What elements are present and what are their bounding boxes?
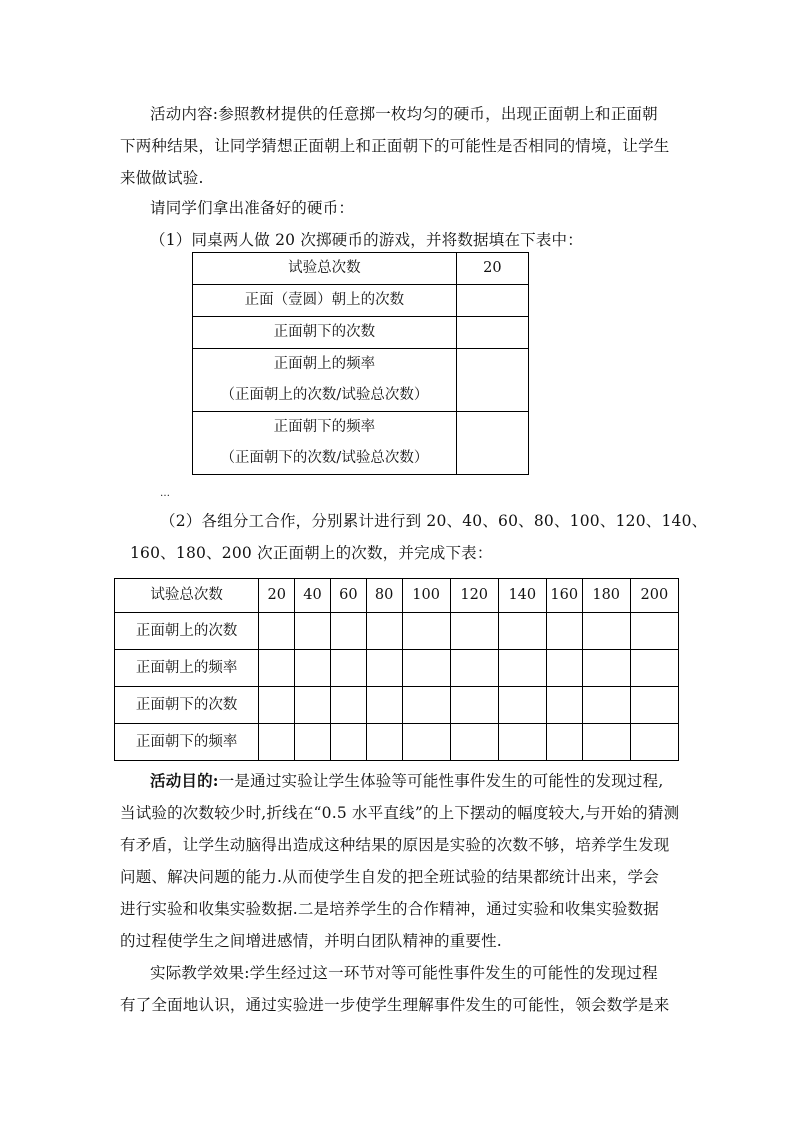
table-cell-label <box>193 412 457 475</box>
table-row <box>193 412 529 475</box>
table-header-cell: 140 <box>498 579 546 613</box>
label-line-1: 正面朝下的频率 <box>273 419 376 435</box>
purpose-line-5: 进行实验和收集实验数据.二是培养学生的合作精神，通过实验和收集实验数据 <box>120 900 659 918</box>
table-header-cell: 160 <box>546 579 582 613</box>
table-cell[interactable] <box>498 687 546 724</box>
table-cell[interactable] <box>366 650 402 687</box>
table-cell[interactable] <box>366 687 402 724</box>
table-cell[interactable] <box>630 613 678 650</box>
table-cell-value[interactable] <box>456 412 528 475</box>
purpose-line-6: 的过程使学生之间增进感情，并明白团队精神的重要性. <box>120 932 502 950</box>
table-cell[interactable] <box>295 687 331 724</box>
table-cell[interactable] <box>546 687 582 724</box>
table-row-label: 正面朝下的次数 <box>115 687 259 724</box>
table-cell[interactable] <box>450 613 498 650</box>
table-cell[interactable] <box>630 650 678 687</box>
table-row-label: 正面朝下的频率 <box>115 724 259 761</box>
activity-content-label: 活动内容: <box>150 105 219 123</box>
table-cell-label: 正面朝下的次数 <box>193 317 457 349</box>
table-cell-value[interactable] <box>456 285 528 317</box>
step-2-line-2: 160、180、200 次正面朝上的次数，并完成下表： <box>130 544 493 562</box>
table-cell[interactable] <box>330 650 366 687</box>
label-line-2: （正面朝下的次数/试验总次数） <box>220 450 429 466</box>
table-cell[interactable] <box>498 724 546 761</box>
purpose-line-3: 有矛盾，让学生动脑得出造成这种结果的原因是实验的次数不够，培养学生发现 <box>120 836 670 854</box>
table-cell[interactable] <box>259 724 295 761</box>
table-cell[interactable] <box>582 650 630 687</box>
table-cell[interactable] <box>295 650 331 687</box>
table-cumulative-flips <box>114 578 679 761</box>
table-row <box>193 285 529 317</box>
table-cell[interactable] <box>259 650 295 687</box>
purpose-label: 活动目的: <box>150 771 219 790</box>
label-line-2: （正面朝上的次数/试验总次数） <box>220 387 429 403</box>
label-line-1: 正面朝上的频率 <box>273 356 376 372</box>
table-cell[interactable] <box>498 613 546 650</box>
table-header-label: 试验总次数 <box>115 579 259 613</box>
table-20-flips <box>192 252 529 475</box>
purpose-text: 一是通过实验让学生体验等可能性事件发生的可能性的发现过程, <box>218 772 664 790</box>
table-row <box>193 253 529 285</box>
table-row <box>115 650 679 687</box>
table-header-cell: 200 <box>630 579 678 613</box>
table-cell[interactable] <box>330 687 366 724</box>
table-row <box>115 687 679 724</box>
activity-content-line-3: 来做做试验. <box>120 169 204 187</box>
table-cell[interactable] <box>259 687 295 724</box>
table-cell[interactable] <box>582 687 630 724</box>
table-row <box>115 724 679 761</box>
effect-text: 学生经过这一环节对等可能性事件发生的可能性的发现过程 <box>249 964 658 982</box>
table-cell[interactable] <box>546 724 582 761</box>
table-cell[interactable] <box>402 687 450 724</box>
table-cell[interactable] <box>546 613 582 650</box>
activity-content-line-2: 下两种结果，让同学猜想正面朝上和正面朝下的可能性是否相同的情境，让学生 <box>120 137 670 155</box>
table-cell[interactable] <box>450 687 498 724</box>
table-cell-label: 正面（壹圆）朝上的次数 <box>193 285 457 317</box>
activity-content-line-1 <box>150 104 658 124</box>
table-row <box>193 349 529 412</box>
effect-line-1 <box>150 963 658 983</box>
table-row-label: 正面朝上的频率 <box>115 650 259 687</box>
effect-label: 实际教学效果: <box>150 964 250 982</box>
table-cell[interactable] <box>450 724 498 761</box>
table-row <box>115 613 679 650</box>
ellipsis-mark: … <box>160 488 171 499</box>
instruction-line: 请同学们拿出准备好的硬币： <box>150 199 355 217</box>
table-cell-value[interactable] <box>456 317 528 349</box>
table-cell[interactable] <box>295 724 331 761</box>
table-header-cell: 20 <box>259 579 295 613</box>
table-header-cell: 120 <box>450 579 498 613</box>
step-2-line-1: （2）各组分工合作，分别累计进行到 20、40、60、80、100、120、140、 <box>160 512 708 530</box>
table-cell-value[interactable] <box>456 349 528 412</box>
table-header-row <box>115 579 679 613</box>
table-cell-value: 20 <box>456 253 528 285</box>
table-cell[interactable] <box>330 613 366 650</box>
table-cell[interactable] <box>450 650 498 687</box>
effect-line-2: 有了全面地认识，通过实验进一步使学生理解事件发生的可能性，领会数学是来 <box>120 996 670 1014</box>
table-cell[interactable] <box>582 724 630 761</box>
table-cell[interactable] <box>366 613 402 650</box>
table-cell[interactable] <box>630 724 678 761</box>
table-cell[interactable] <box>582 613 630 650</box>
table-cell[interactable] <box>402 650 450 687</box>
table-cell[interactable] <box>295 613 331 650</box>
table-header-cell: 60 <box>330 579 366 613</box>
table-header-cell: 80 <box>366 579 402 613</box>
purpose-line-1 <box>150 771 663 791</box>
purpose-line-2: 当试验的次数较少时,折线在“0.5 水平直线”的上下摆动的幅度较大,与开始的猜测 <box>120 804 680 822</box>
purpose-line-4: 问题、解决问题的能力.从而使学生自发的把全班试验的结果都统计出来，学会 <box>120 868 659 886</box>
table-cell[interactable] <box>259 613 295 650</box>
table-cell-label <box>193 349 457 412</box>
table-cell[interactable] <box>366 724 402 761</box>
table-header-cell: 100 <box>402 579 450 613</box>
step-1-line: （1）同桌两人做 20 次掷硬币的游戏，并将数据填在下表中： <box>150 231 583 249</box>
table-cell[interactable] <box>630 687 678 724</box>
table-row-label: 正面朝上的次数 <box>115 613 259 650</box>
table-row <box>193 317 529 349</box>
table-cell[interactable] <box>402 613 450 650</box>
table-cell[interactable] <box>402 724 450 761</box>
activity-content-text: 参照教材提供的任意掷一枚均匀的硬币，出现正面朝上和正面朝 <box>218 105 658 123</box>
table-cell[interactable] <box>546 650 582 687</box>
table-header-cell: 180 <box>582 579 630 613</box>
table-cell[interactable] <box>330 724 366 761</box>
table-cell-label: 试验总次数 <box>193 253 457 285</box>
table-cell[interactable] <box>498 650 546 687</box>
table-header-cell: 40 <box>295 579 331 613</box>
